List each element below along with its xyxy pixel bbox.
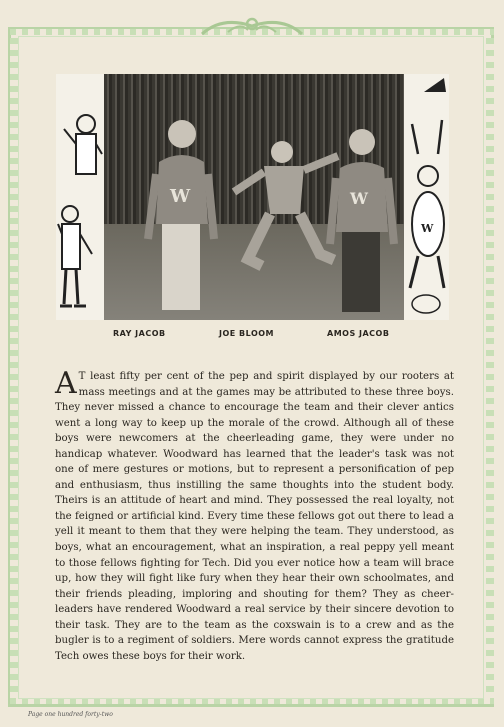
- border-pattern-right: [486, 38, 494, 698]
- article-first-line: T least fifty per cent of the pep and spirit displayed by our rooters at: [78, 371, 454, 382]
- caption-ray-jacob: RAY JACOB: [113, 329, 166, 338]
- sweater-letter-right: W: [350, 189, 368, 208]
- cheerleaders-photo: [56, 74, 449, 320]
- drop-cap: A: [55, 366, 77, 401]
- cartoon-right-drawing: [404, 74, 449, 320]
- page-number: Page one hundred forty-two: [28, 711, 113, 718]
- caption-amos-jacob: AMOS JACOB: [327, 329, 390, 338]
- cartoon-figures-left: [56, 74, 104, 320]
- cheerleaders-figures: [104, 74, 404, 320]
- border-pattern-left: [10, 38, 18, 698]
- article-text: mass meetings and at the games may be attributed to these three boys. They never missed a chance to encourage the team and their clever antics went a long way to keep up the morale of the crowd. Although all of these boys were newcomers at the cheerleading game, they were under no handicap whatever. Woodward has learned that the leader's task was not one of mere gestures or motions, but to represent a personification of pep and enthusiasm, thus instilling the same thoughts into the student body. Theirs is an attitude of heart and mind. They possessed the real loyalty, not the feigned or artificial kind. Every time these fellows got out there to lead a yell it meant to them that they were helping the team. They understood, as boys, what an encouragement, what an inspiration, a real peppy yell meant to those fellows fighting for Tech. Did you ever notice how a team will brace up, how they will fight like fury when they hear their own schoolmates, and their friends pleading, imploring and shouting for them? They as cheer-leaders have rendered Woodward a real service by their sincere devotion to their task. They are to the team as the coxswain is to a crew and as the bugler is to a regiment of soldiers. Mere words cannot express the gratitude Tech owes these boys for their work.: [55, 386, 454, 662]
- joe-bloom-figure: [234, 141, 338, 266]
- caption-joe-bloom: JOE BLOOM: [219, 329, 274, 338]
- scroll-ornament: [192, 12, 312, 40]
- ray-jacob-figure: [148, 120, 214, 310]
- sweater-letter-cartoon: W: [421, 222, 434, 235]
- cartoon-left-drawing: [56, 74, 104, 320]
- sweater-letter-left: W: [170, 186, 191, 207]
- article-body: [55, 366, 454, 664]
- megaphone-icon: [424, 78, 446, 92]
- cartoon-figures-right: [404, 74, 449, 320]
- amos-jacob-figure: [330, 129, 394, 312]
